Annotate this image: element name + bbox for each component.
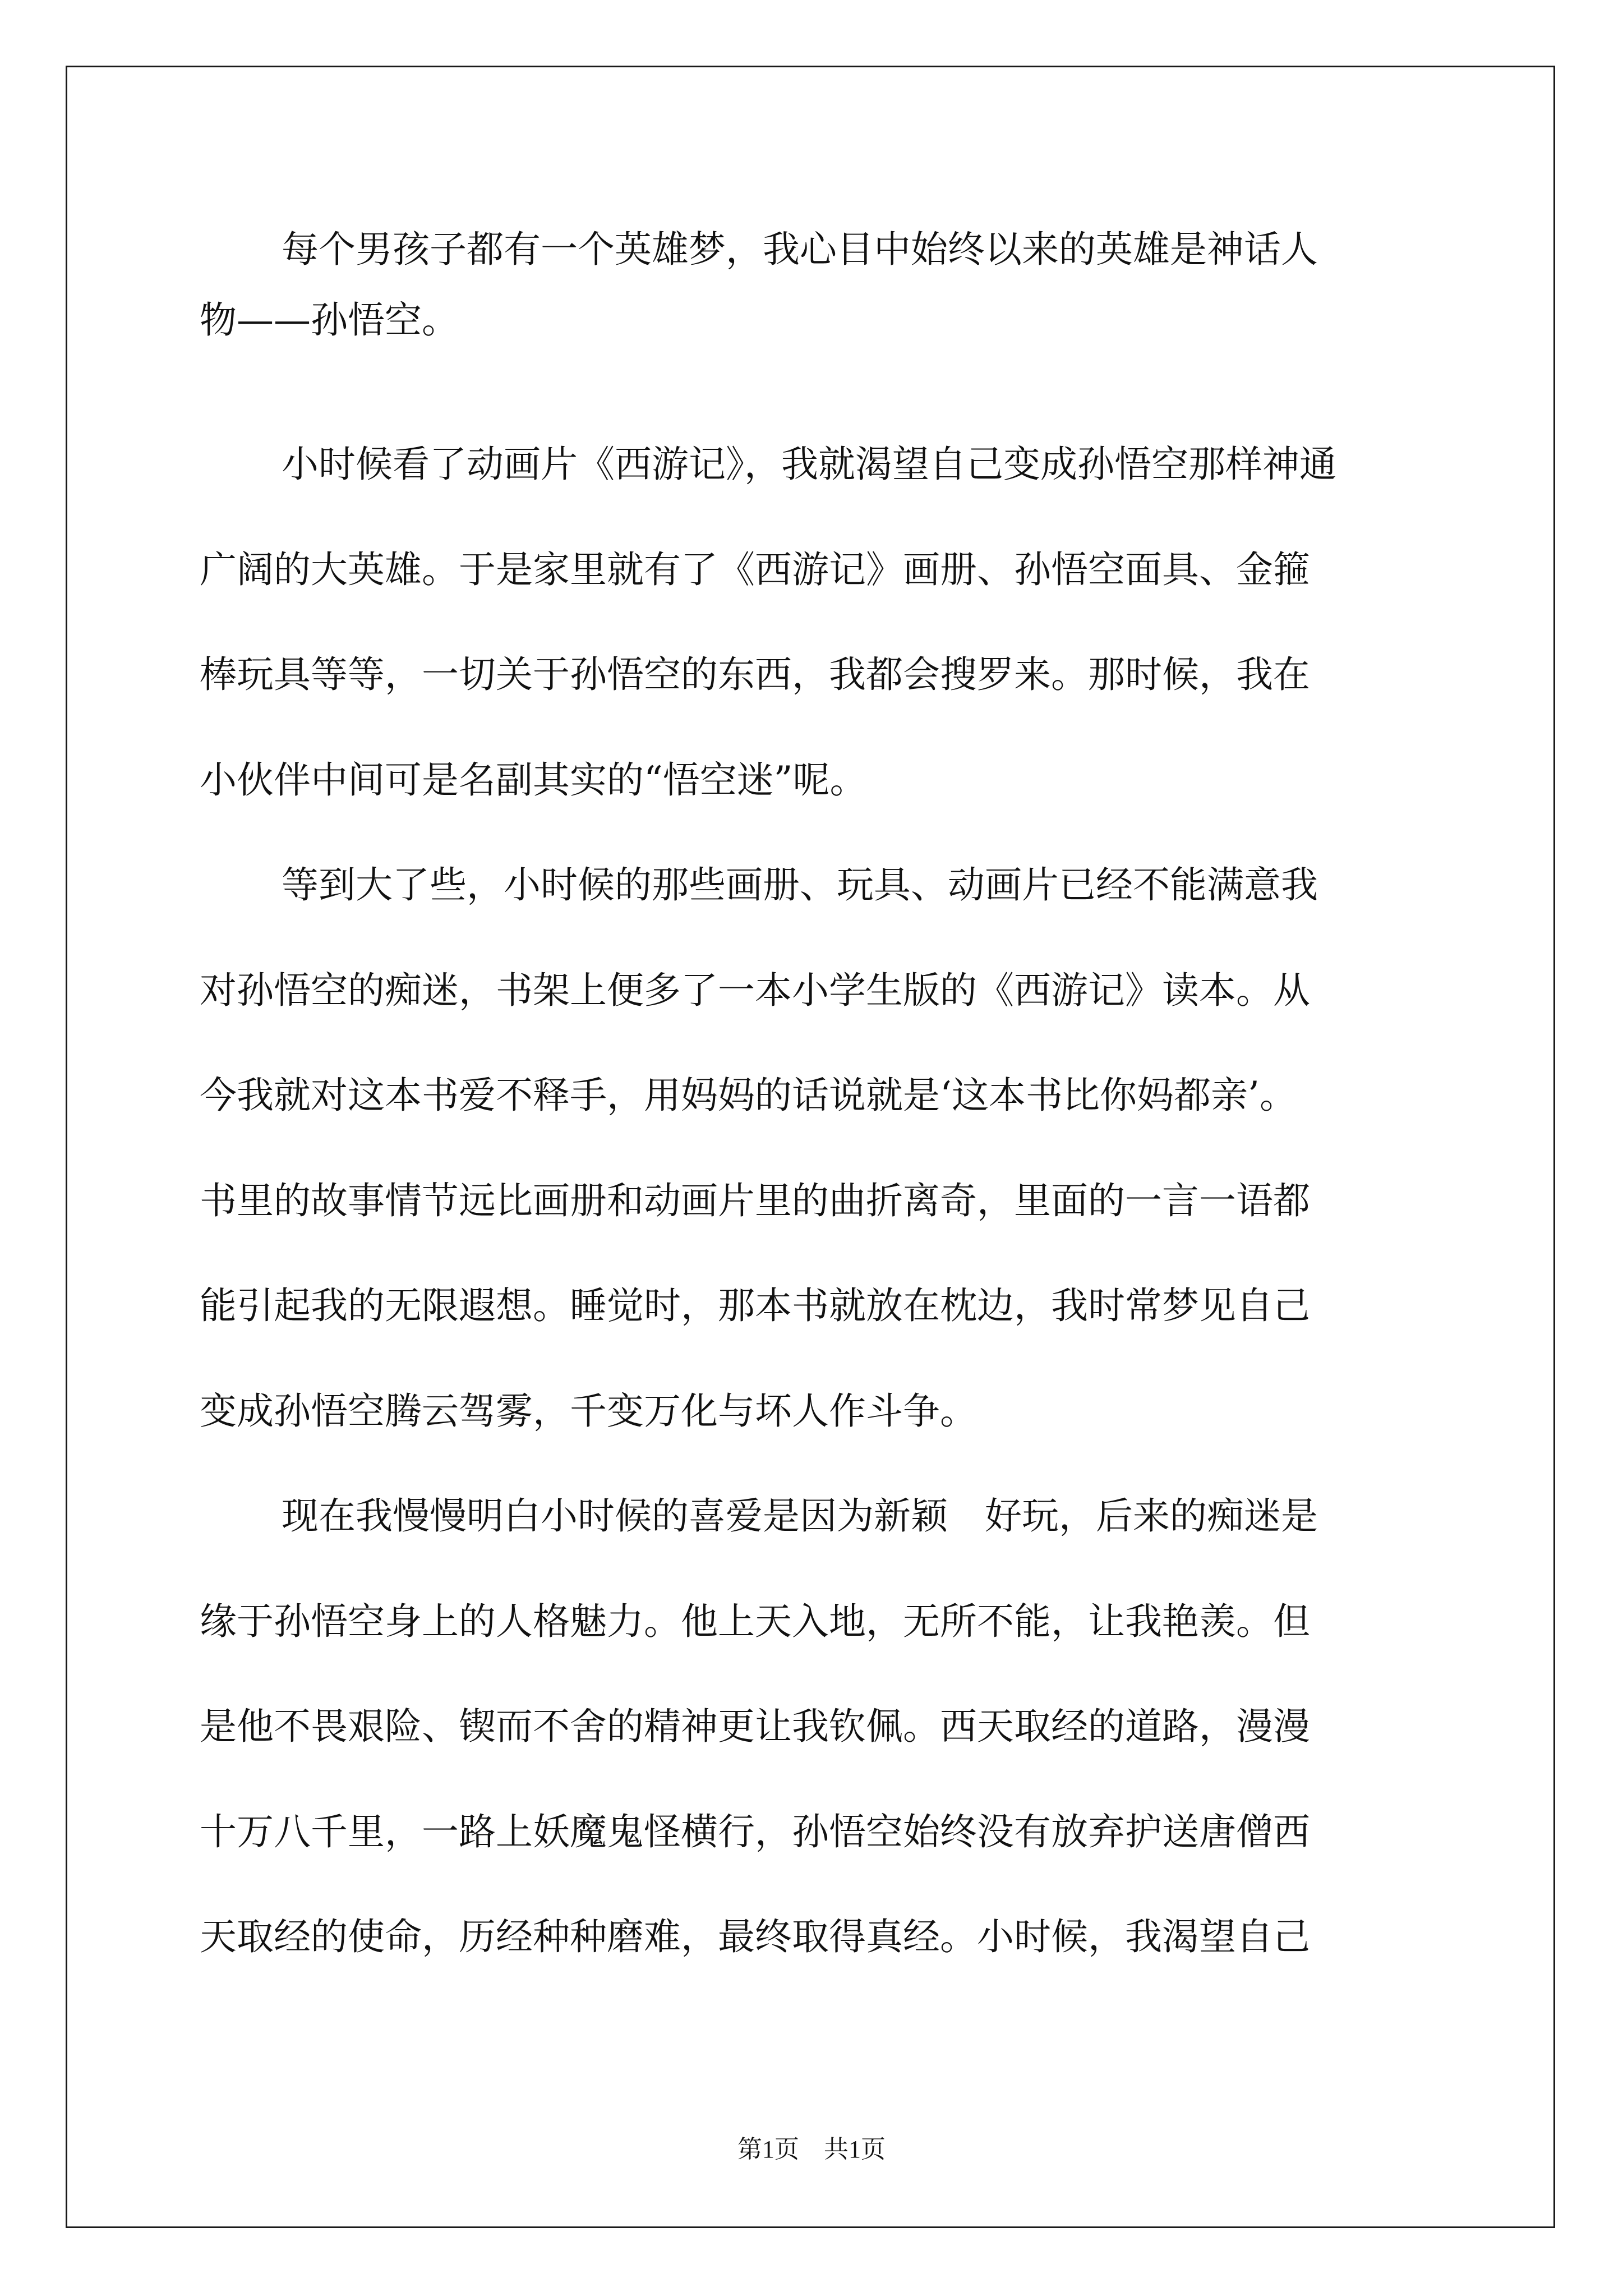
text-line: 对孙悟空的痴迷，书架上便多了一本小学生版的《西游记》读本。从 bbox=[200, 969, 1310, 1012]
text-line: 书里的故事情节远比画册和动画片里的曲折离奇，里面的一言一语都 bbox=[200, 1179, 1310, 1222]
text-line: 小伙伴中间可是名副其实的“悟空迷”呢。 bbox=[200, 758, 867, 802]
text-line: 棒玩具等等，一切关于孙悟空的东西，我都会搜罗来。那时候，我在 bbox=[200, 653, 1310, 696]
text-line: 是他不畏艰险、锲而不舍的精神更让我钦佩。西天取经的道路，漫漫 bbox=[200, 1705, 1310, 1748]
text-line: 缘于孙悟空身上的人格魅力。他上天入地，无所不能，让我艳羡。但 bbox=[200, 1600, 1310, 1643]
text-line: 变成孙悟空腾云驾雾，千变万化与坏人作斗争。 bbox=[200, 1389, 977, 1433]
page-footer: 第1页 共1页 bbox=[737, 2136, 886, 2163]
text-line: 等到大了些，小时候的那些画册、玩具、动画片已经不能满意我 bbox=[282, 863, 1318, 907]
text-line: 现在我慢慢明白小时候的喜爱是因为新颖 好玩，后来的痴迷是 bbox=[282, 1494, 1318, 1538]
text-line: 小时候看了动画片《西游记》，我就渴望自己变成孙悟空那样神通 bbox=[282, 443, 1336, 486]
text-line: 十万八千里，一路上妖魔鬼怪横行，孙悟空始终没有放弃护送唐僧西 bbox=[200, 1810, 1310, 1853]
text-line: 能引起我的无限遐想。睡觉时，那本书就放在枕边，我时常梦见自己 bbox=[200, 1284, 1310, 1327]
text-line: 今我就对这本书爱不释手，用妈妈的话说就是‘这本书比你妈都亲’。 bbox=[200, 1074, 1297, 1117]
text-line: 广阔的大英雄。于是家里就有了《西游记》画册、孙悟空面具、金箍 bbox=[200, 548, 1310, 591]
text-line: 每个男孩子都有一个英雄梦，我心目中始终以来的英雄是神话人 bbox=[282, 228, 1318, 271]
text-line: 物——孙悟空。 bbox=[200, 298, 459, 342]
text-line: 天取经的使命，历经种种磨难，最终取得真经。小时候，我渴望自己 bbox=[200, 1915, 1310, 1958]
page-border bbox=[66, 66, 1555, 2228]
